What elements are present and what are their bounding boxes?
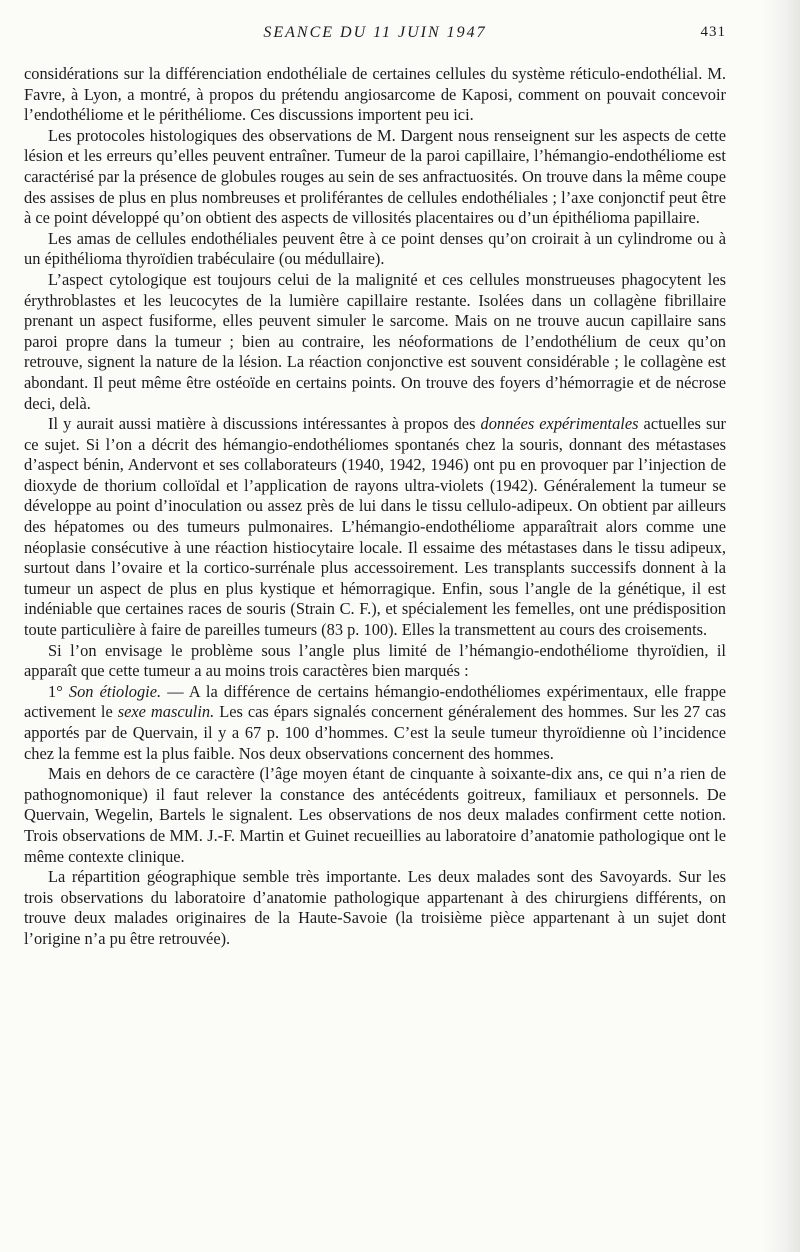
paragraph-5: [24, 414, 726, 641]
paragraph-9: [24, 867, 726, 949]
paragraph-7: [24, 682, 726, 764]
running-head: SEANCE DU 11 JUIN 1947: [263, 24, 487, 41]
body-text: [24, 64, 726, 950]
paragraph-3: [24, 229, 726, 270]
paragraph-text: Les protocoles histologiques des observations de M. Dargent nous renseignent sur les aspects de cette lésion et les erreurs qu’elles peuvent entraîner. Tumeur de la paroi capillaire, l’hémangio-endothéliome est caractérisé par la présence de globules rouges au sein de ses anfractuosités. On trouve dans la même coupe des assises de plus en plus nombreuses et proliférantes de cellules endothéliales ; l’axe conjonctif peut être à ce point développé qu’on obtient des aspects de villosités placentaires ou d’un épithélioma papillaire.: [24, 125, 726, 228]
paragraph-4: [24, 270, 726, 414]
list-marker: 1°: [48, 681, 69, 701]
paragraph-text: Les cas épars signalés concernent généralement des hommes. Sur les 27 cas apportés par de Quervain, il y a 67 p. 100 d’hommes. C’est la seule tumeur thyroïdienne où l’incidence chez la femme est la plus faible. Nos deux observations concernent des hommes.: [24, 702, 726, 763]
facing-page-shadow: [762, 0, 800, 1252]
paragraph-text: actuelles sur ce sujet. Si l’on a décrit des hémangio-endothéliomes spontanés chez la souris, donnant des métastases d’aspect bénin, Andervont et ses collaborateurs (1940, 1942, 1946) ont pu en provoquer par l’injection de dioxyde de thorium colloïdal et l’application de rayons ultra-violets (1942). Généralement la tumeur se développe au point d’inoculation ou assez près de lui dans le tissu cellulo-adipeux. On obtient par ailleurs des hépatomes ou des tumeurs pulmonaires. L’hémangio-endothéliome apparaîtrait alors comme une néoplasie consécutive à une réaction histiocytaire locale. Il essaime des métastases dans le tissu adipeux, surtout dans l’ovaire et la cortico-surrénale plus accessoirement. Les transplants successifs donnent à la tumeur un aspect de plus en plus kystique et hémorragique. Enfin, sous l’angle de la génétique, il est indéniable que certaines races de souris (Strain C. F.), et spécialement les femelles, ont une prédisposition toute particulière à faire de pareilles tumeurs (83 p. 100). Elles la transmettent au cours des croisements.: [24, 414, 726, 640]
paragraph-text: Si l’on envisage le problème sous l’angle plus limité de l’hémangio-endothéliome thyroïdien, il apparaît que cette tumeur a au moins trois caractères bien marqués :: [24, 640, 726, 681]
paragraph-text: Les amas de cellules endothéliales peuvent être à ce point denses qu’on croirait à un cylindrome ou à un épithélioma thyroïdien trabéculaire (ou médullaire).: [24, 228, 726, 269]
italic-heading-son-etiologie: Son étiologie.: [68, 681, 162, 701]
paragraph-text: La répartition géographique semble très importante. Les deux malades sont des Savoyards. Sur les trois observations du laboratoire d’anatomie pathologique appartenant à des chirurgiens différents, on trouve deux malades originaires de la Haute-Savoie (la troisième pièce appartenant à un sujet dont l’origine n’a pu être retrouvée).: [24, 867, 726, 948]
paragraph-8: [24, 764, 726, 867]
paragraph-1: [24, 64, 726, 126]
paragraph-text: considérations sur la différenciation endothéliale de certaines cellules du système réticulo-endothélial. M. Favre, à Lyon, a montré, à propos du prétendu angiosarcome de Kaposi, comment on pouvait concevoir l’endothéliome et le périthéliome. Ces discussions importent peu ici.: [24, 64, 726, 125]
italic-phrase-donnees-experimentales: données expérimentales: [480, 414, 639, 434]
page-number: 431: [700, 24, 726, 40]
paragraph-text: L’aspect cytologique est toujours celui de la malignité et ces cellules monstrueuses phagocytent les érythroblastes et les leucocytes de la lumière capillaire restante. Isolées dans un collagène fibrillaire prenant un aspect fusiforme, elles peuvent simuler le sarcome. Mais on ne trouve aucun capillaire sans paroi propre dans la tumeur ; bien au contraire, les néoformations de l’endothélium de ceux qu’on retrouve, signent la nature de la lésion. La réaction conjonctive est souvent considérable ; le collagène est abondant. Il peut même être ostéoïde en certains points. On trouve des foyers d’hémorragie et de nécrose deci, delà.: [24, 269, 726, 413]
page-header: [24, 24, 726, 46]
italic-phrase-sexe-masculin: sexe masculin.: [117, 702, 215, 722]
paragraph-text: Il y aurait aussi matière à discussions intéressantes à propos des: [48, 414, 481, 434]
paragraph-2: [24, 126, 726, 229]
paragraph-text: Mais en dehors de ce caractère (l’âge moyen étant de cinquante à soixante-dix ans, ce qui n’a rien de pathognomonique) il faut relever la constance des antécédents goitreux, familiaux et personnels. De Quervain, Wegelin, Bartels le signalent. Les observations de nos deux malades confirment cette notion. Trois observations de MM. J.-F. Martin et Guinet recueillies au laboratoire d’anatomie pathologique ont le même contexte clinique.: [24, 764, 726, 866]
paragraph-text: — A la différence de certains hémangio-endothéliomes expérimentaux, elle frappe activement le: [24, 681, 727, 722]
paragraph-6: [24, 641, 726, 682]
